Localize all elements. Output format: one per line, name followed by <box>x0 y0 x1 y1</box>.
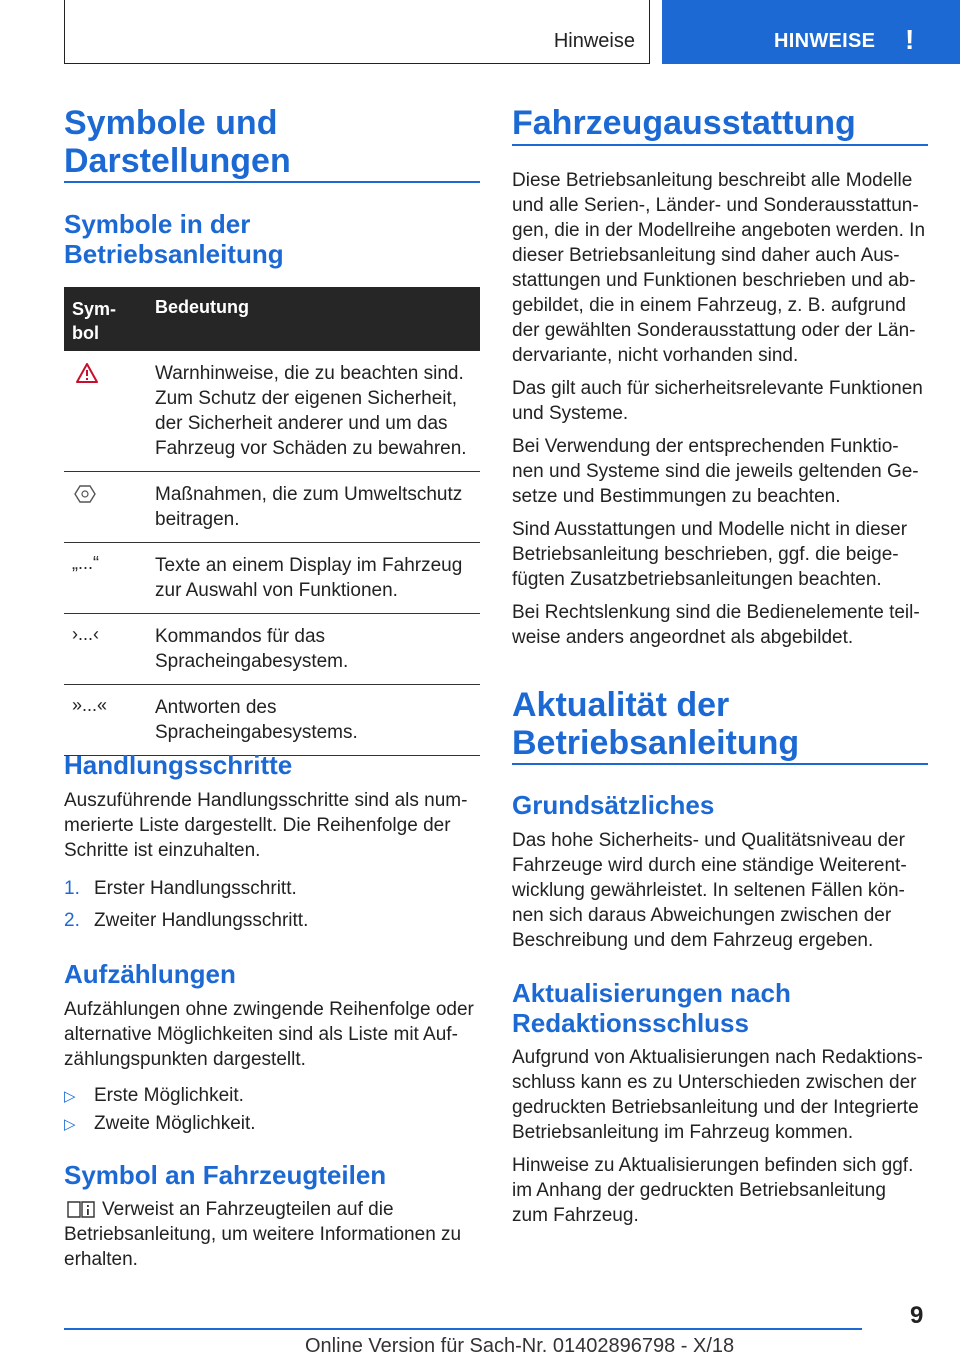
table-cell-meaning <box>155 351 480 471</box>
text-line: fügten Zusatzbetriebsanleitungen beachten. <box>512 569 882 590</box>
updates-paragraphs <box>512 1045 928 1228</box>
text-line: stattungen und Funktionen beschrieben und ab- <box>512 270 916 291</box>
table-header <box>64 287 480 351</box>
table-cell-meaning <box>155 543 480 613</box>
section-title-line: Aktualität der <box>512 686 730 724</box>
paragraph <box>512 1045 928 1145</box>
text-line: gen, die in der Modellreihe angeboten werden. In <box>512 220 926 241</box>
cell-line: beitragen. <box>155 509 240 530</box>
text-line: setze und Bestimmungen zu beachten. <box>512 486 841 507</box>
cell-line: Warnhinweise, die zu beachten sind. <box>155 363 464 384</box>
paragraph <box>512 376 928 426</box>
table-header-meaning: Bedeutung <box>155 297 249 317</box>
list-text: Erster Handlungsschritt. <box>94 878 297 899</box>
basics-paragraph <box>512 828 928 953</box>
cell-line: zur Auswahl von Funktionen. <box>155 580 398 601</box>
cell-line: Fahrzeug vor Schäden zu bewahren. <box>155 438 467 459</box>
table-symbol: ›...‹ <box>72 624 99 644</box>
triangle-bullet-icon: ▷ <box>64 1116 76 1133</box>
text-line: Das hohe Sicherheits- und Qualitätsniveau der <box>512 830 905 851</box>
table-row <box>64 472 480 543</box>
paragraph <box>512 1153 928 1228</box>
subsection-title-basics: Grundsätzliches <box>512 790 715 820</box>
paragraph <box>512 168 928 368</box>
text-line: Aufzählungen ohne zwingende Reihenfolge oder <box>64 999 474 1020</box>
cell-line: Kommandos für das <box>155 626 326 647</box>
header-section-title: Hinweise <box>553 30 635 52</box>
table-row <box>64 351 480 472</box>
subsection-title-line: Aktualisierungen nach <box>512 978 791 1008</box>
cell-line: Spracheingabesystems. <box>155 722 358 743</box>
cell-line: Antworten des <box>155 697 277 718</box>
header-chapter-title: HINWEISE <box>774 30 876 52</box>
exclamation-icon: ! <box>905 24 915 55</box>
header-chapter-tab <box>662 0 960 64</box>
paragraph <box>512 517 928 592</box>
list-text: Zweite Möglichkeit. <box>94 1113 256 1134</box>
text-line: und Systeme. <box>512 403 629 424</box>
triangle-bullet-icon: ▷ <box>64 1088 76 1105</box>
cell-line: der Sicherheit anderer und um das <box>155 413 448 434</box>
text-line: Auszuführende Handlungsschritte sind als num- <box>64 790 468 811</box>
text-line: schluss kann es zu Unterschieden zwischen der <box>512 1072 917 1093</box>
subsection-title-line: Betriebsanleitung <box>64 239 284 269</box>
cell-line: Texte an einem Display im Fahrzeug <box>155 555 463 576</box>
text-line: gebildet, die in einem Fahrzeug, z. B. aufgrund <box>512 295 906 316</box>
table-cell-meaning <box>155 472 480 542</box>
text-line: Betriebsanleitung, um weitere Informationen zu <box>64 1224 462 1245</box>
cell-line: Zum Schutz der eigenen Sicherheit, <box>155 388 458 409</box>
text-line: der gewählten Sonderausstattung oder der Län- <box>512 320 916 341</box>
section-rule <box>64 181 480 183</box>
text-line: Hinweise zu Aktualisierungen befinden sich ggf. <box>512 1155 914 1176</box>
subsection-title-enum: Aufzählungen <box>64 959 236 989</box>
table-row <box>64 543 480 614</box>
table-header-symbol <box>72 297 116 345</box>
text-line: Betriebsanleitung im Fahrzeug kommen. <box>512 1122 854 1143</box>
list-text: Zweiter Handlungsschritt. <box>94 910 309 931</box>
enum-paragraph <box>64 997 480 1072</box>
text-line: und alle Serien-, Länder- und Sonderausstattun- <box>512 195 919 216</box>
text-line: Bei Verwendung der entsprechenden Funktio- <box>512 436 899 457</box>
table-row <box>64 685 480 756</box>
section-title-line: Symbole und <box>64 104 278 142</box>
text-line: wicklung gewährleistet. In seltenen Fällen kön- <box>512 880 905 901</box>
text-line: dervariante, nicht vorhanden sind. <box>512 345 799 366</box>
text-line: Verweist an Fahrzeugteilen auf die <box>102 1199 394 1220</box>
text-line: merierte Liste dargestellt. Die Reihenfolge der <box>64 815 451 836</box>
section-rule <box>512 144 928 146</box>
header-text: Sym- <box>72 299 117 319</box>
text-line: alternative Möglichkeiten sind als Liste mit Auf- <box>64 1024 458 1045</box>
text-line: Sind Ausstattungen und Modelle nicht in dieser <box>512 519 908 540</box>
subsection-title-symbols <box>64 209 480 269</box>
text-line: erhalten. <box>64 1249 138 1270</box>
parts-paragraph <box>64 1197 480 1272</box>
text-line: Beschreibung und dem Fahrzeug ergeben. <box>512 930 874 951</box>
text-line: nen und Systeme sind die jeweils geltenden Ge- <box>512 461 919 482</box>
text-line: Diese Betriebsanleitung beschreibt alle Modelle <box>512 170 913 191</box>
text-line: weise anders angeordnet als abgebildet. <box>512 627 854 648</box>
footer-rule <box>64 1328 862 1330</box>
subsection-title-line: Redaktionsschluss <box>512 1008 749 1038</box>
section-title-currency <box>512 686 928 762</box>
list-number: 1. <box>64 878 80 899</box>
paragraph <box>512 434 928 509</box>
table-cell-meaning <box>155 614 480 684</box>
text-line: Aufgrund von Aktualisierungen nach Redaktions- <box>512 1047 923 1068</box>
header-text: bol <box>72 323 99 343</box>
text-line: dieser Betriebsanleitung sind daher auch Aus- <box>512 245 900 266</box>
text-line: nen sich daraus Abweichungen zwischen der <box>512 905 892 926</box>
text-line: Fahrzeuge wird durch eine ständige Weiterent- <box>512 855 907 876</box>
paragraph <box>512 600 928 650</box>
text-line: Betriebsanleitung beschrieben, ggf. die beige- <box>512 544 899 565</box>
warning-triangle-icon <box>76 363 98 388</box>
header-section-box <box>64 0 650 64</box>
text-line: im Anhang der gedruckten Betriebsanleitung <box>512 1180 886 1201</box>
equipment-paragraphs <box>512 168 928 650</box>
subsection-title-steps: Handlungsschritte <box>64 750 293 780</box>
text-line: Bei Rechtslenkung sind die Bedienelemente teil- <box>512 602 920 623</box>
list-text: Erste Möglichkeit. <box>94 1085 244 1106</box>
section-title-line: Darstellungen <box>64 142 291 180</box>
cell-line: Spracheingabesystem. <box>155 651 349 672</box>
page-number: 9 <box>910 1302 924 1329</box>
subsection-title-line: Symbole in der <box>64 209 251 239</box>
section-title-symbols <box>64 104 480 180</box>
table-row <box>64 614 480 685</box>
text-line: zählungspunkten dargestellt. <box>64 1049 306 1070</box>
list-number: 2. <box>64 910 80 931</box>
section-title-equipment: Fahrzeugausstattung <box>512 104 856 142</box>
section-rule <box>512 763 928 765</box>
text-line: gedruckten Betriebsanleitung und der Integrierte <box>512 1097 919 1118</box>
section-title-line: Betriebsanleitung <box>512 724 800 762</box>
table-symbol: »...« <box>72 695 108 715</box>
steps-paragraph <box>64 788 480 863</box>
footer-version: Online Version für Sach-Nr. 01402896798 - X/18 <box>305 1335 735 1357</box>
symbol-table <box>64 287 480 756</box>
table-symbol: „...“ <box>72 553 99 573</box>
environment-icon <box>74 484 96 509</box>
subsection-title-updates <box>512 978 928 1038</box>
subsection-title-parts: Symbol an Fahrzeugteilen <box>64 1160 387 1190</box>
text-line: Schritte ist einzuhalten. <box>64 840 261 861</box>
text-line: zum Fahrzeug. <box>512 1205 639 1226</box>
table-cell-meaning <box>155 685 480 755</box>
text-line: Das gilt auch für sicherheitsrelevante Funktionen <box>512 378 923 399</box>
cell-line: Maßnahmen, die zum Umweltschutz <box>155 484 463 505</box>
